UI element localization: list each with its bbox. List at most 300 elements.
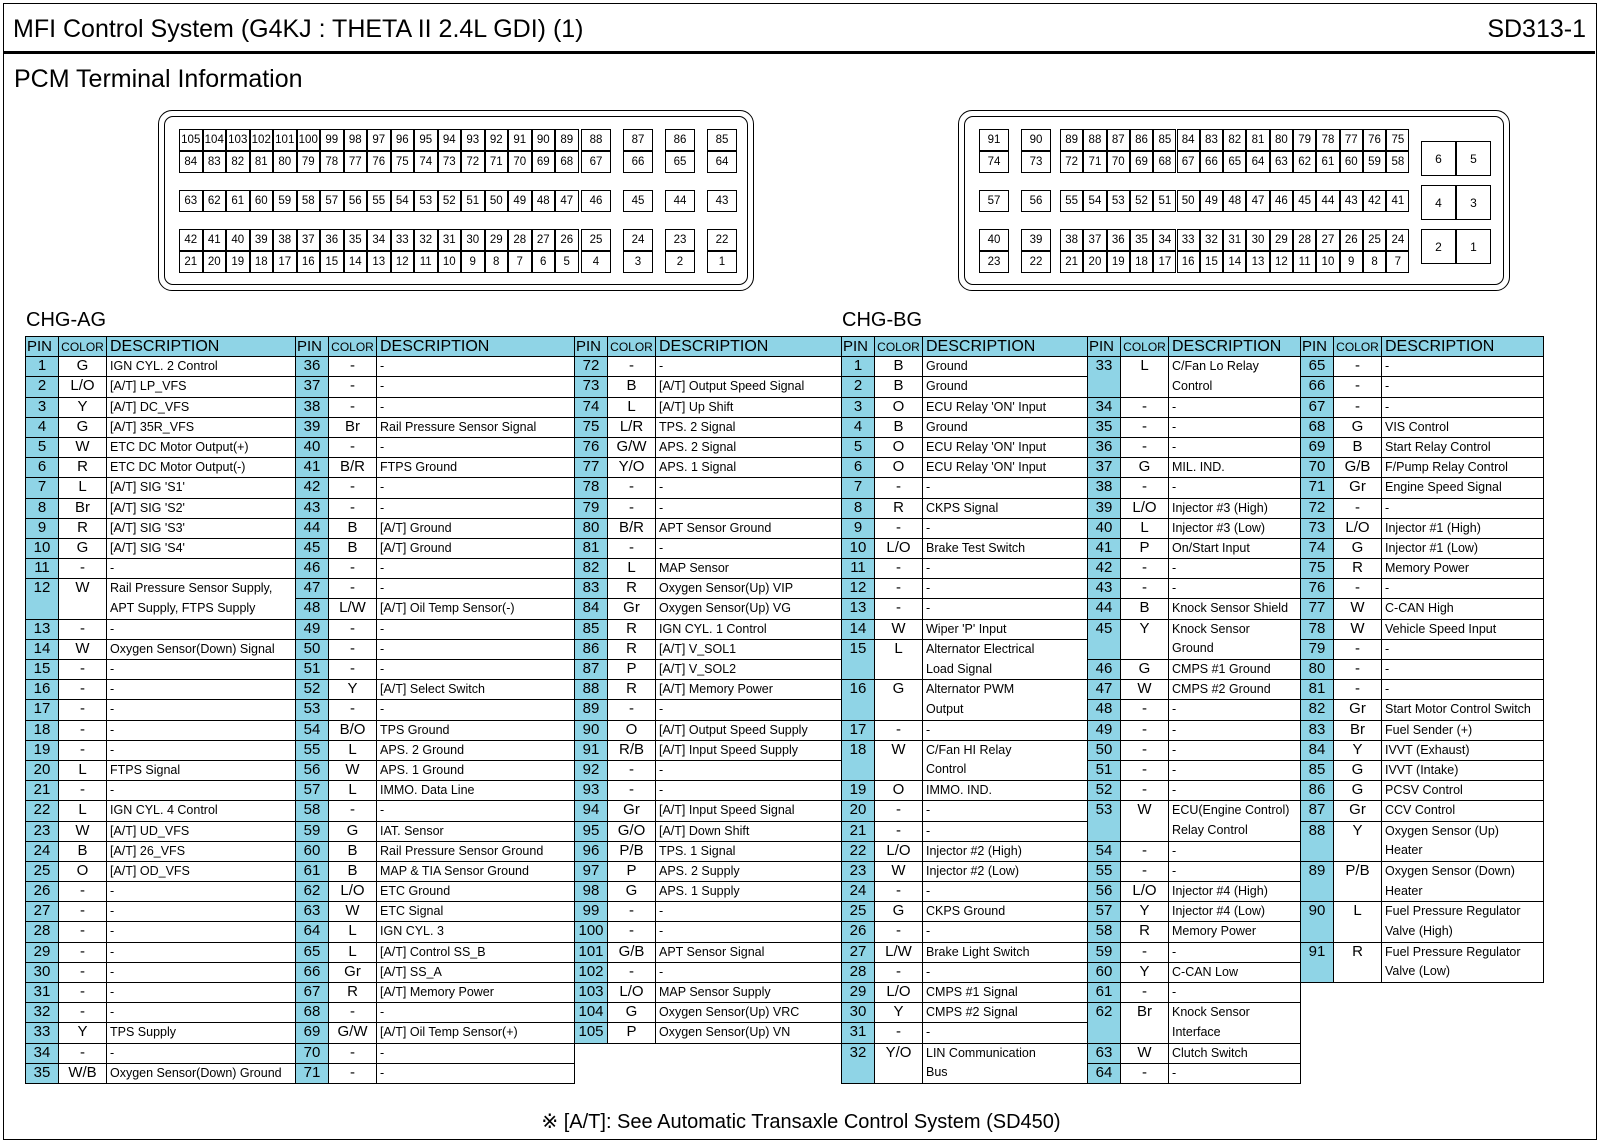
pin-number: 68	[296, 1003, 329, 1023]
connector-pin-52: 52	[438, 190, 462, 212]
table-row	[842, 619, 1544, 639]
wire-color: Br	[59, 498, 107, 518]
connector-pin-46: 46	[1270, 190, 1293, 212]
pin-description: Injector #3 (Low)	[1169, 518, 1301, 538]
connector-pin-48: 48	[532, 190, 556, 212]
connector-pin-90: 90	[1021, 129, 1051, 151]
page-header	[4, 4, 1595, 54]
pin-description: IGN CYL. 3	[377, 922, 575, 942]
pin-number: 2	[26, 377, 59, 397]
table-row	[842, 962, 1544, 982]
pin-number: 27	[842, 942, 875, 962]
wire-color: R	[59, 458, 107, 478]
table-row	[842, 660, 1544, 680]
wire-color: -	[1121, 437, 1169, 457]
wire-color: G	[1334, 781, 1382, 801]
wire-color: -	[1334, 660, 1382, 680]
connector-pin-37: 37	[1083, 229, 1106, 251]
wire-color: -	[329, 377, 377, 397]
wire-color: L/O	[1121, 498, 1169, 518]
pin-description: ECU Relay 'ON' Input	[923, 397, 1088, 417]
wire-color: -	[875, 962, 923, 982]
wire-color: W	[329, 760, 377, 780]
pin-description: ETC Signal	[377, 902, 575, 922]
wire-color: Y	[1121, 962, 1169, 982]
pin-description: -	[923, 559, 1088, 579]
table-row	[26, 538, 861, 558]
connector-pin-4: 4	[581, 251, 611, 273]
connector-pin-56: 56	[1021, 190, 1051, 212]
wire-color: -	[875, 1023, 923, 1043]
pin-number: 70	[296, 1043, 329, 1063]
wire-color: L/O	[608, 983, 656, 1003]
pin-description: -	[107, 660, 296, 680]
pin-number: 35	[26, 1063, 59, 1083]
table-row	[842, 498, 1544, 518]
pin-description: Injector #2 (Low)	[923, 861, 1088, 881]
table-row	[842, 922, 1544, 942]
connector-pin-72: 72	[1060, 151, 1083, 173]
pin-description: -	[1169, 740, 1301, 760]
pin-description: -	[377, 700, 575, 720]
pin-description: Clutch Switch	[1169, 1043, 1301, 1063]
pin-description: [A/T] Input Speed Signal	[656, 801, 861, 821]
connector-pin-76: 76	[1363, 129, 1386, 151]
header-description: DESCRIPTION	[1382, 337, 1544, 357]
pin-description: [A/T] 35R_VFS	[107, 417, 296, 437]
connector-pin-81: 81	[1246, 129, 1269, 151]
wire-color: -	[329, 579, 377, 599]
wire-color: L/W	[329, 599, 377, 619]
pin-table-ag	[25, 336, 861, 1084]
connector-pin-17: 17	[1153, 251, 1176, 273]
pin-number: 32	[26, 1003, 59, 1023]
pin-description: MAP Sensor Supply	[656, 983, 861, 1003]
wire-color: -	[59, 740, 107, 760]
pin-description: Memory Power	[1169, 922, 1301, 942]
pin-number: 38	[1088, 478, 1121, 498]
pin-description: Injector #4 (High)	[1169, 882, 1301, 902]
pin-number: 41	[1088, 538, 1121, 558]
pin-description: [A/T] Ground	[377, 538, 575, 558]
pin-description: Valve (Low)	[1382, 962, 1544, 982]
connector-pin-22: 22	[707, 229, 737, 251]
pin-description: Heater	[1382, 841, 1544, 861]
connector-pin-37: 37	[297, 229, 321, 251]
wire-color: W	[1334, 599, 1382, 619]
wire-color: -	[329, 498, 377, 518]
wire-color: O	[608, 720, 656, 740]
pin-number: 84	[575, 599, 608, 619]
connector-pin-50: 50	[1177, 190, 1200, 212]
pin-number: 10	[842, 538, 875, 558]
pin-description: ECU(Engine Control)	[1169, 801, 1301, 821]
wire-color: L/O	[1334, 518, 1382, 538]
connector-pin-55: 55	[367, 190, 391, 212]
pin-description: Brake Light Switch	[923, 942, 1088, 962]
connector-pin-63: 63	[1270, 151, 1293, 173]
footnote: ※ [A/T]: See Automatic Transaxle Control System (SD450)	[541, 1111, 1061, 1133]
connector-pin-5: 5	[555, 251, 579, 273]
pin-description: Interface	[1169, 1023, 1301, 1043]
connector-pin-65: 65	[665, 151, 695, 173]
pin-number: 19	[26, 740, 59, 760]
connector-pin-67: 67	[581, 151, 611, 173]
pin-description: Injector #1 (Low)	[1382, 538, 1544, 558]
connector-pin-103: 103	[226, 129, 250, 151]
pin-description: CMPS #1 Signal	[923, 983, 1088, 1003]
pin-description: -	[1382, 498, 1544, 518]
connector-pin-31: 31	[1223, 229, 1246, 251]
pin-number: 55	[296, 740, 329, 760]
wire-color: Y	[1121, 902, 1169, 922]
pin-description: Knock Sensor	[1169, 1003, 1301, 1023]
connector-pin-42: 42	[179, 229, 203, 251]
pin-number: 59	[1088, 942, 1121, 962]
pin-description: TPS. 1 Signal	[656, 841, 861, 861]
table-row	[842, 821, 1544, 841]
pin-description: CMPS #2 Ground	[1169, 680, 1301, 700]
wire-color: -	[329, 478, 377, 498]
wire-color: Gr	[1334, 801, 1382, 821]
table-row	[842, 983, 1544, 1003]
pin-description: -	[923, 882, 1088, 902]
pin-number: 54	[1088, 841, 1121, 861]
connector-pin-34: 34	[367, 229, 391, 251]
wire-color: -	[608, 538, 656, 558]
pin-description: -	[923, 478, 1088, 498]
pin-description: APS. 1 Ground	[377, 760, 575, 780]
pin-number: 16	[842, 680, 875, 720]
connector-pin-105: 105	[179, 129, 203, 151]
pin-number: 5	[842, 437, 875, 457]
pin-description: -	[923, 962, 1088, 982]
pin-description: -	[1169, 1063, 1301, 1083]
wire-color: Gr	[1334, 700, 1382, 720]
table-row	[26, 861, 861, 881]
pin-description: Ground	[923, 357, 1088, 377]
wire-color: -	[1121, 417, 1169, 437]
pin-description: -	[923, 599, 1088, 619]
pin-description: Wiper 'P' Input	[923, 619, 1088, 639]
pin-number: 39	[296, 417, 329, 437]
wire-color: P/B	[608, 841, 656, 861]
wire-color: B	[329, 518, 377, 538]
connector-pin-68: 68	[1153, 151, 1176, 173]
connector-pin-64: 64	[1246, 151, 1269, 173]
table-row	[26, 841, 861, 861]
pin-description: ECU Relay 'ON' Input	[923, 458, 1088, 478]
pin-description: Alternator PWM	[923, 680, 1088, 700]
connector-pin-42: 42	[1363, 190, 1386, 212]
pin-description: [A/T] Output Speed Signal	[656, 377, 861, 397]
pin-number: 23	[26, 821, 59, 841]
pin-description: -	[923, 821, 1088, 841]
wire-color: -	[1121, 861, 1169, 881]
wire-color: W	[59, 579, 107, 619]
pin-number: 81	[575, 538, 608, 558]
connector-pin-9: 9	[1340, 251, 1363, 273]
connector-pin-13: 13	[367, 251, 391, 273]
header-description: DESCRIPTION	[656, 337, 861, 357]
connector-pin-82: 82	[226, 151, 250, 173]
connector-pin-69: 69	[532, 151, 556, 173]
pin-number: 37	[1088, 458, 1121, 478]
pin-number: 7	[842, 478, 875, 498]
connector-pin-20: 20	[203, 251, 227, 273]
wire-color: L	[329, 740, 377, 760]
connector-pin-48: 48	[1223, 190, 1246, 212]
wire-color: -	[329, 357, 377, 377]
pin-description: Oxygen Sensor(Up) VG	[656, 599, 861, 619]
wire-color: -	[59, 781, 107, 801]
pin-description: Fuel Sender (+)	[1382, 720, 1544, 740]
pin-number: 10	[26, 538, 59, 558]
pin-description: [A/T] Select Switch	[377, 680, 575, 700]
wire-color: O	[875, 397, 923, 417]
pin-description: Injector #3 (High)	[1169, 498, 1301, 518]
pin-number: 92	[575, 760, 608, 780]
connector-pin-25: 25	[1363, 229, 1386, 251]
wire-color: G	[608, 882, 656, 902]
wire-color: Gr	[608, 599, 656, 619]
wire-color: -	[59, 559, 107, 579]
pin-description: -	[656, 357, 861, 377]
pin-number: 62	[1088, 1003, 1121, 1043]
header-description: DESCRIPTION	[1169, 337, 1301, 357]
pin-number: 42	[1088, 559, 1121, 579]
connector-pin-21: 21	[179, 251, 203, 273]
pin-number: 1	[26, 357, 59, 377]
pin-number: 43	[1088, 579, 1121, 599]
wire-color: Br	[329, 417, 377, 437]
wire-color: P	[1121, 538, 1169, 558]
table-row	[26, 357, 861, 377]
pin-number: 14	[26, 639, 59, 659]
table-row	[842, 680, 1544, 700]
wire-color: -	[329, 700, 377, 720]
wire-color: Y/O	[608, 458, 656, 478]
wire-color: W	[59, 821, 107, 841]
pin-description: Injector #2 (High)	[923, 841, 1088, 861]
wire-color: -	[1121, 579, 1169, 599]
wire-color: L	[608, 559, 656, 579]
connector-pin-80: 80	[1270, 129, 1293, 151]
pin-description: Heater	[1382, 882, 1544, 902]
wire-color: G	[1121, 458, 1169, 478]
pin-number: 89	[1301, 861, 1334, 901]
pin-description: -	[107, 983, 296, 1003]
pin-description: MAP Sensor	[656, 559, 861, 579]
connector-pin-95: 95	[414, 129, 438, 151]
connector-pin-7: 7	[508, 251, 532, 273]
pin-number: 68	[1301, 417, 1334, 437]
pin-number: 29	[26, 942, 59, 962]
connector-pin-71: 71	[485, 151, 509, 173]
connector-pin-14: 14	[344, 251, 368, 273]
pin-description: APT Sensor Ground	[656, 518, 861, 538]
pin-number: 54	[296, 720, 329, 740]
pin-description: ETC Ground	[377, 882, 575, 902]
pin-description: -	[107, 740, 296, 760]
wire-color: -	[1334, 579, 1382, 599]
header-pin: PIN	[26, 337, 59, 357]
section-subtitle: PCM Terminal Information	[14, 65, 303, 93]
table-caption-bg: CHG-BG	[842, 309, 922, 331]
wire-color: W	[329, 902, 377, 922]
wire-color: Gr	[608, 801, 656, 821]
connector-pin-55: 55	[1060, 190, 1083, 212]
pin-description: APS. 2 Ground	[377, 740, 575, 760]
connector-pin-82: 82	[1223, 129, 1246, 151]
page-title: MFI Control System (G4KJ : THETA II 2.4L GDI) (1)	[13, 15, 584, 43]
header-description: DESCRIPTION	[107, 337, 296, 357]
connector-pin-38: 38	[1060, 229, 1083, 251]
wire-color: -	[329, 660, 377, 680]
pin-number: 13	[26, 619, 59, 639]
pin-number: 43	[296, 498, 329, 518]
wire-color: B	[875, 357, 923, 377]
pin-number: 59	[296, 821, 329, 841]
pin-description: -	[377, 639, 575, 659]
pin-number: 61	[296, 861, 329, 881]
wire-color: -	[59, 700, 107, 720]
wire-color: W	[875, 740, 923, 780]
pin-number: 25	[26, 861, 59, 881]
pin-description: Start Motor Control Switch	[1382, 700, 1544, 720]
wire-color: B	[1334, 437, 1382, 457]
pin-number: 22	[842, 841, 875, 861]
pin-number: 84	[1301, 740, 1334, 760]
wire-color: O	[875, 437, 923, 457]
pin-description: TPS Ground	[377, 720, 575, 740]
wire-color: -	[875, 579, 923, 599]
pin-description: C-CAN Low	[1169, 962, 1301, 982]
table-row	[842, 377, 1544, 397]
pin-number: 34	[1088, 397, 1121, 417]
pin-description: -	[656, 498, 861, 518]
pin-number: 24	[842, 882, 875, 902]
wire-color: -	[329, 397, 377, 417]
table-row	[26, 417, 861, 437]
pin-description: CKPS Signal	[923, 498, 1088, 518]
table-row	[842, 357, 1544, 377]
pin-description: Knock Sensor Shield	[1169, 599, 1301, 619]
connector-pin-79: 79	[1293, 129, 1316, 151]
pin-description: -	[107, 962, 296, 982]
wire-color: W	[1334, 619, 1382, 639]
connector-pin-92: 92	[485, 129, 509, 151]
table-row	[26, 902, 861, 922]
table-row	[26, 720, 861, 740]
pin-number: 67	[296, 983, 329, 1003]
pin-number: 58	[296, 801, 329, 821]
pin-description: C/Fan Lo Relay	[1169, 357, 1301, 377]
connector-pin-83: 83	[1200, 129, 1223, 151]
pin-description: Valve (High)	[1382, 922, 1544, 942]
pin-description: Oxygen Sensor (Down)	[1382, 861, 1544, 881]
pin-number: 60	[1088, 962, 1121, 982]
wire-color: R	[608, 579, 656, 599]
pin-description: TPS Supply	[107, 1023, 296, 1043]
pin-number: 57	[1088, 902, 1121, 922]
connector-pin-11: 11	[1293, 251, 1316, 273]
table-row	[26, 700, 861, 720]
pin-number: 18	[842, 740, 875, 780]
pin-number: 9	[26, 518, 59, 538]
table-row	[26, 781, 861, 801]
table-row	[26, 922, 861, 942]
table-row	[26, 619, 861, 639]
connector-pin-29: 29	[485, 229, 509, 251]
wire-color: -	[329, 559, 377, 579]
pin-description: -	[1169, 700, 1301, 720]
pin-number: 41	[296, 458, 329, 478]
pin-number: 74	[575, 397, 608, 417]
pin-description: [A/T] Memory Power	[656, 680, 861, 700]
pin-description: Output	[923, 700, 1088, 720]
pin-description: Oxygen Sensor (Up)	[1382, 821, 1544, 841]
pin-number: 51	[1088, 760, 1121, 780]
pin-number: 49	[1088, 720, 1121, 740]
wire-color: -	[1121, 559, 1169, 579]
table-row	[26, 1043, 861, 1063]
connector-pin-33: 33	[391, 229, 415, 251]
pin-description: [A/T] Control SS_B	[377, 942, 575, 962]
connector-pin-74: 74	[414, 151, 438, 173]
connector-pin-24: 24	[1386, 229, 1409, 251]
pin-number: 90	[575, 720, 608, 740]
connector-bg-diagram	[958, 110, 1510, 291]
pin-description: -	[377, 559, 575, 579]
connector-pin-78: 78	[1316, 129, 1339, 151]
connector-pin-19: 19	[1107, 251, 1130, 273]
connector-pin-79: 79	[297, 151, 321, 173]
pin-description: MIL. IND.	[1169, 458, 1301, 478]
wire-color: -	[1121, 760, 1169, 780]
wire-color: R	[1334, 942, 1382, 982]
connector-pin-96: 96	[391, 129, 415, 151]
pin-description: [A/T] Ground	[377, 518, 575, 538]
wire-color: -	[59, 660, 107, 680]
wire-color: L/R	[608, 417, 656, 437]
wire-color: G/W	[329, 1023, 377, 1043]
pin-description: IVVT (Exhaust)	[1382, 740, 1544, 760]
pin-number: 34	[26, 1043, 59, 1063]
pin-description: [A/T] Input Speed Supply	[656, 740, 861, 760]
connector-pin-72: 72	[461, 151, 485, 173]
pin-number: 96	[575, 841, 608, 861]
wire-color: L/O	[875, 538, 923, 558]
connector-pin-36: 36	[1107, 229, 1130, 251]
table-row	[842, 942, 1544, 962]
pin-number: 15	[842, 639, 875, 679]
pin-description: [A/T] SIG 'S2'	[107, 498, 296, 518]
connector-pin-18: 18	[250, 251, 274, 273]
pin-description: [A/T] V_SOL2	[656, 660, 861, 680]
pin-number: 36	[296, 357, 329, 377]
connector-pin-102: 102	[250, 129, 274, 151]
wire-color: Y	[1334, 821, 1382, 861]
connector-pin-65: 65	[1223, 151, 1246, 173]
wire-color: L	[59, 801, 107, 821]
pin-number: 40	[296, 437, 329, 457]
pin-description: -	[656, 902, 861, 922]
wire-color: -	[875, 801, 923, 821]
connector-pin-93: 93	[461, 129, 485, 151]
pin-number: 66	[296, 962, 329, 982]
connector-pin-19: 19	[226, 251, 250, 273]
